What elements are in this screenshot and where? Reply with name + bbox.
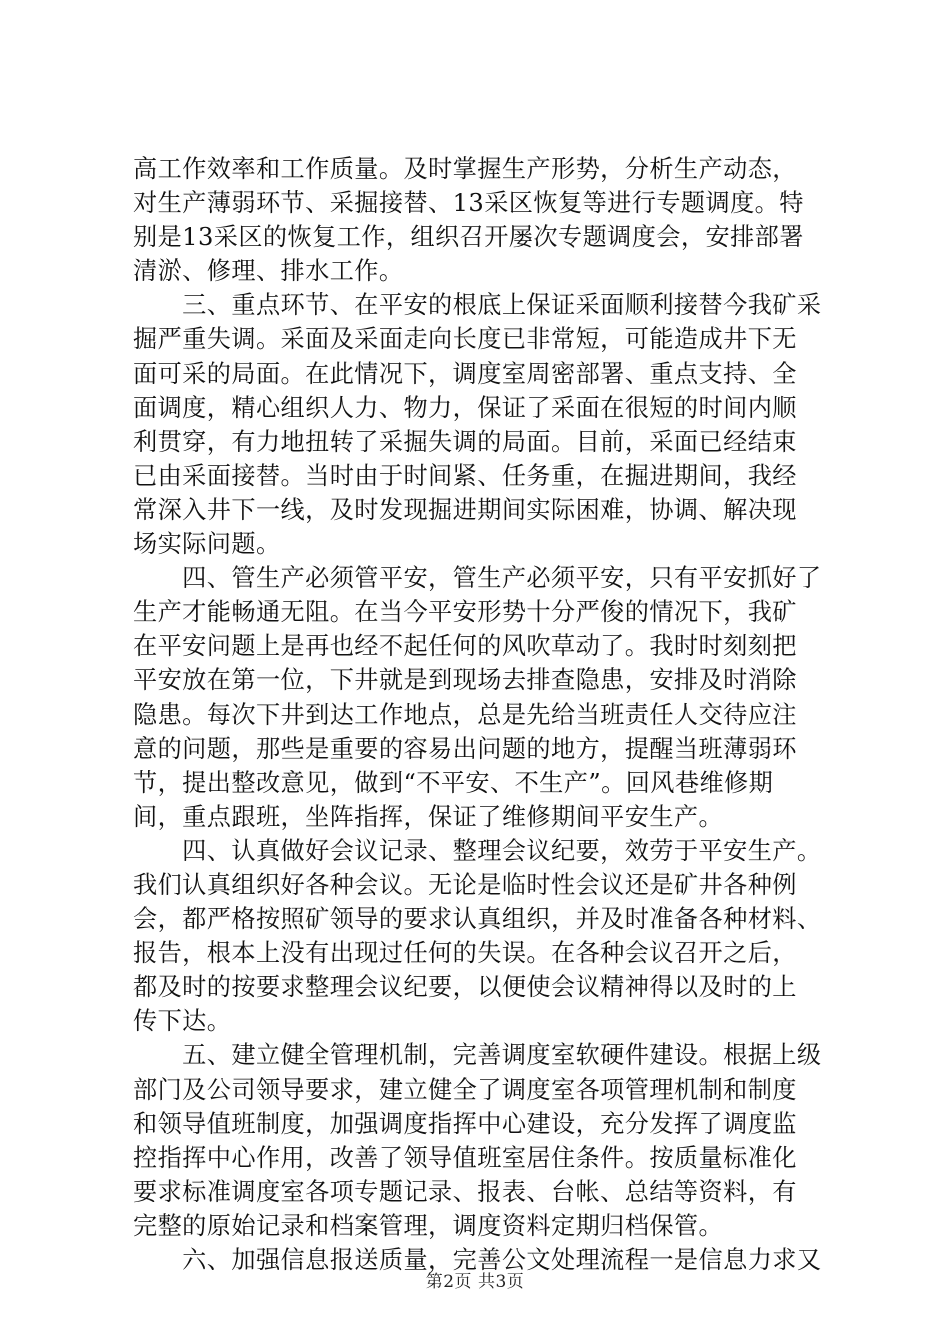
text-line: 隐患。每次下井到达工作地点，总是先给当班责任人交待应注: [133, 700, 797, 729]
text-line: 部门及公司领导要求，建立健全了调度室各项管理机制和制度: [133, 1075, 797, 1104]
text-line: 已由采面接替。当时由于时间紧、任务重，在掘进期间，我经: [133, 461, 797, 490]
text-line: 和领导值班制度，加强调度指挥中心建设，充分发挥了调度监: [133, 1109, 797, 1138]
page-footer: [0, 1270, 950, 1294]
text-line: 平安放在第一位，下井就是到现场去排查隐患，安排及时消除: [133, 666, 797, 695]
text-line: 利贯穿，有力地扭转了采掘失调的局面。目前，采面已经结束: [133, 427, 797, 456]
text-line: 控指挥中心作用，改善了领导值班室居住条件。按质量标准化: [133, 1143, 797, 1172]
text-line: 对生产薄弱环节、采掘接替、13采区恢复等进行专题调度。特: [133, 189, 804, 218]
text-line: 都及时的按要求整理会议纪要，以便使会议精神得以及时的上: [133, 973, 797, 1002]
text-line: 完整的原始记录和档案管理，调度资料定期归档保管。: [133, 1211, 724, 1240]
text-line: 会，都严格按照矿领导的要求认真组织，并及时准备各种材料、: [133, 905, 822, 934]
text-line: 五、建立健全管理机制，完善调度室软硬件建设。根据上级: [133, 1041, 822, 1070]
text-line: 我们认真组织好各种会议。无论是临时性会议还是矿井各种例: [133, 870, 797, 899]
text-line: 报告，根本上没有出现过任何的失误。在各种会议召开之后，: [133, 939, 797, 968]
text-line: 场实际问题。: [133, 530, 281, 559]
text-line: 别是13采区的恢复工作，组织召开屡次专题调度会，安排部署: [133, 223, 804, 252]
text-line: 传下达。: [133, 1007, 232, 1036]
text-line: 常深入井下一线，及时发现掘进期间实际困难，协调、解决现: [133, 495, 797, 524]
document-body: [133, 152, 833, 1277]
text-line: 要求标准调度室各项专题记录、报表、台帐、总结等资料，有: [133, 1177, 797, 1206]
text-line: 四、管生产必须管平安，管生产必须平安，只有平安抓好了: [133, 564, 822, 593]
page-number-label: 第2页 共3页: [425, 1272, 525, 1292]
text-line: 面可采的局面。在此情况下，调度室周密部署、重点支持、全: [133, 359, 797, 388]
text-line: 四、认真做好会议记录、整理会议纪要，效劳于平安生产。: [133, 836, 822, 865]
text-line: 面调度，精心组织人力、物力，保证了采面在很短的时间内顺: [133, 393, 797, 422]
text-line: 高工作效率和工作质量。及时掌握生产形势，分析生产动态，: [133, 155, 797, 183]
text-line: 三、重点环节、在平安的根底上保证采面顺利接替今我矿采: [133, 291, 822, 320]
text-line: 间，重点跟班，坐阵指挥，保证了维修期间平安生产。: [133, 802, 724, 831]
text-line: 节，提出整改意见，做到“不平安、不生产”。回风巷维修期: [133, 768, 774, 797]
text-line: 意的问题，那些是重要的容易出问题的地方，提醒当班薄弱环: [133, 734, 797, 763]
text-line: 在平安问题上是再也经不起任何的风吹草动了。我时时刻刻把: [133, 632, 797, 661]
text-line: 清淤、修理、排水工作。: [133, 257, 404, 286]
text-line: 生产才能畅通无阻。在当今平安形势十分严俊的情况下，我矿: [133, 598, 797, 627]
text-line: 掘严重失调。采面及采面走向长度已非常短，可能造成井下无: [133, 325, 797, 354]
text-line: 六、加强信息报送质量，完善公文处理流程一是信息力求又: [133, 1246, 822, 1274]
